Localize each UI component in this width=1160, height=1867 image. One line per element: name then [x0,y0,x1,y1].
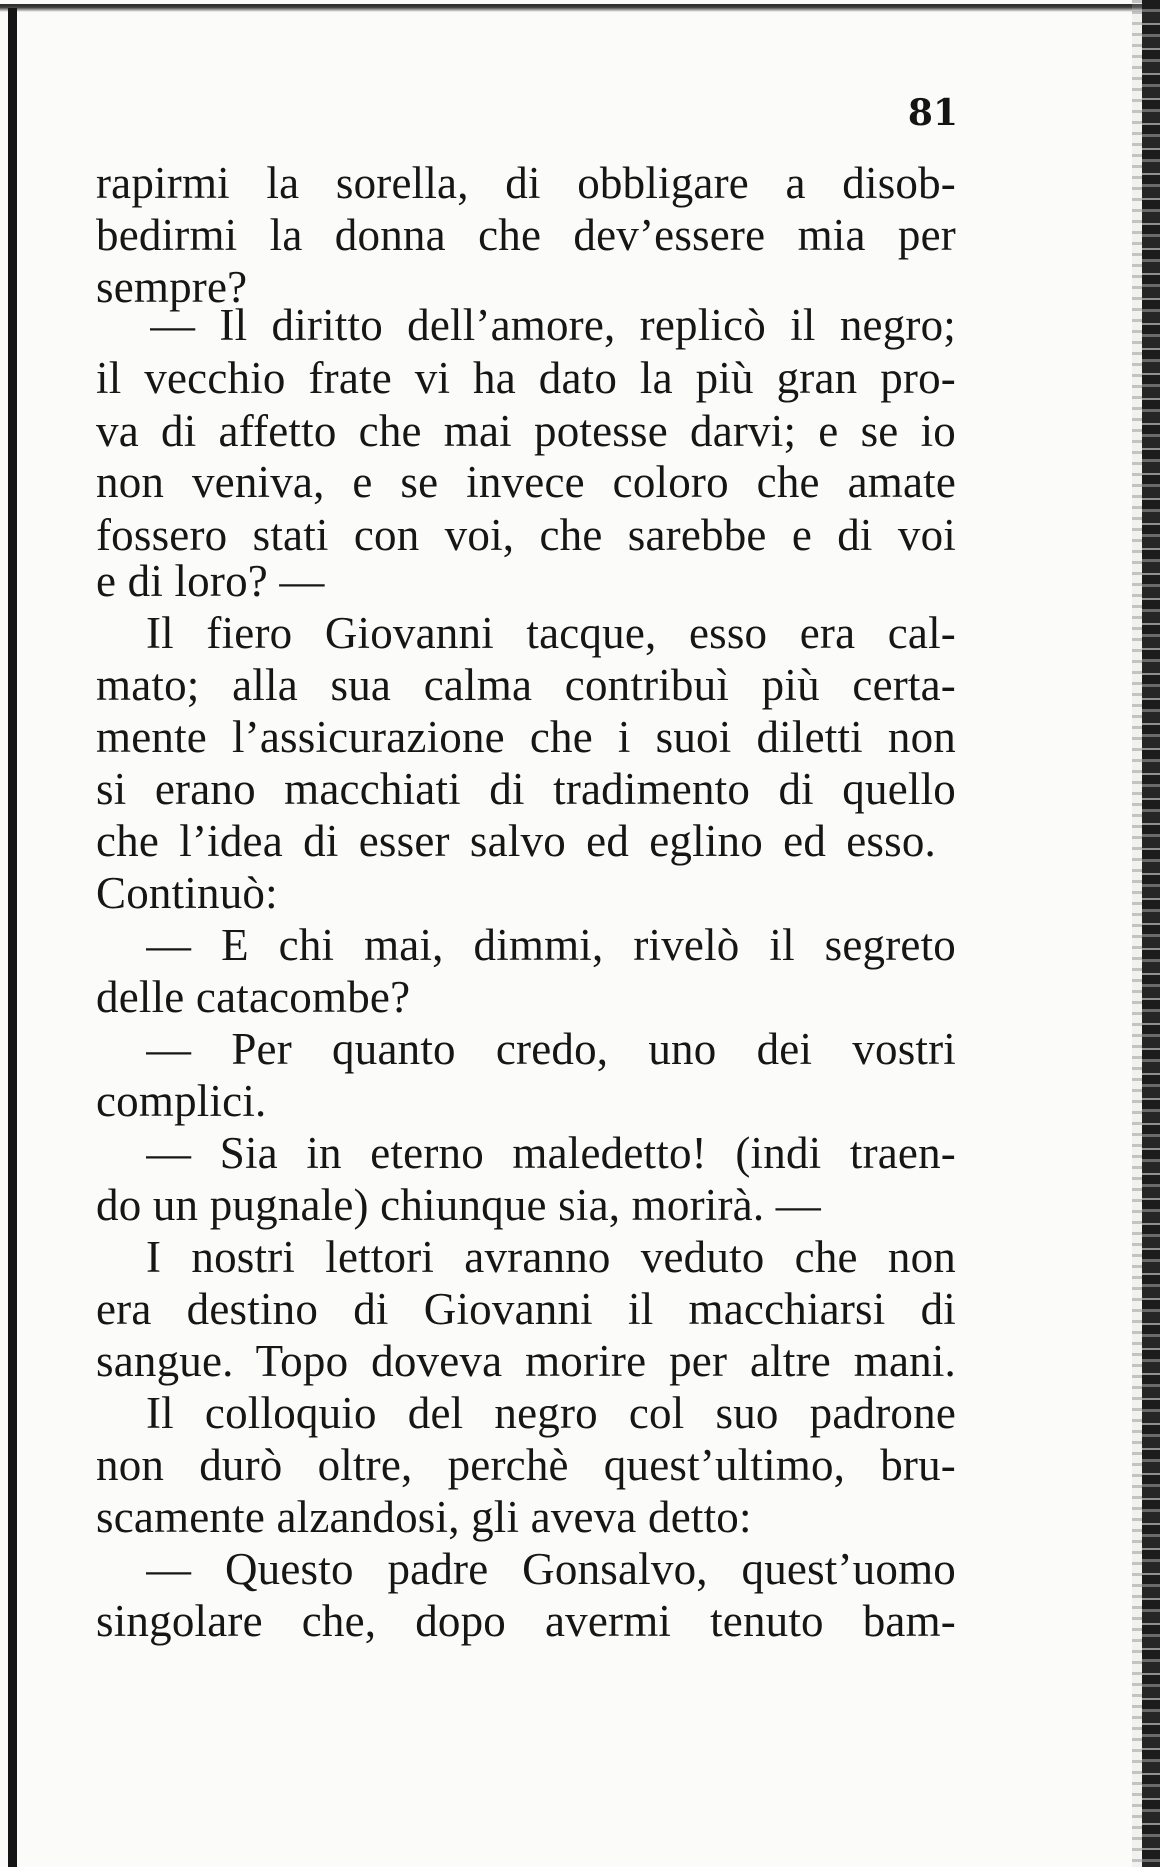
page-left-edge [8,8,17,1867]
text-line: si erano macchiati di tradimento di quello [96,764,956,814]
text-line: mente l’assicurazione che i suoi diletti non [96,712,956,762]
page-number: 81 [907,92,958,134]
text-line: complici. [96,1076,267,1126]
text-line: — Il diritto dell’amore, replicò il negro; [150,300,956,350]
text-line: e di loro? — [96,556,325,606]
text-line: mato; alla sua calma contribuì più certa- [96,660,956,710]
text-line: che l’idea di esser salvo ed eglino ed esso. [96,816,936,866]
text-line: delle catacombe? [96,972,411,1022]
text-line: singolare che, dopo avermi tenuto bam- [96,1596,956,1646]
page-right-edge [1142,0,1160,1867]
text-line: va di affetto che mai potesse darvi; e se io [96,406,956,456]
text-line: Il fiero Giovanni tacque, esso era cal- [146,608,956,658]
text-line: sempre? [96,262,248,312]
text-line: Il colloquio del negro col suo padrone [146,1388,956,1438]
text-line: I nostri lettori avranno veduto che non [146,1232,956,1282]
text-line: scamente alzandosi, gli aveva detto: [96,1492,752,1542]
text-line: — Questo padre Gonsalvo, quest’uomo [146,1544,956,1594]
text-line: era destino di Giovanni il macchiarsi di [96,1284,956,1334]
text-line: bedirmi la donna che dev’essere mia per [96,210,956,260]
text-line: sangue. Topo doveva morire per altre mani. [96,1336,956,1386]
text-line: rapirmi la sorella, di obbligare a disob- [96,158,956,208]
text-line: Continuò: [96,868,278,918]
text-line: non veniva, e se invece coloro che amate [96,457,956,507]
text-line: — Sia in eterno maledetto! (indi traen- [146,1128,956,1178]
text-line: — Per quanto credo, uno dei vostri [146,1024,956,1074]
page-right-shadow [1132,0,1142,1867]
page-top-edge [0,4,1160,12]
text-line: il vecchio frate vi ha dato la più gran pro- [96,353,956,403]
text-line: — E chi mai, dimmi, rivelò il segreto [146,920,956,970]
text-line: fossero stati con voi, che sarebbe e di voi [96,510,956,560]
text-line: non durò oltre, perchè quest’ultimo, bru- [96,1440,956,1490]
text-line: do un pugnale) chiunque sia, morirà. — [96,1180,821,1230]
